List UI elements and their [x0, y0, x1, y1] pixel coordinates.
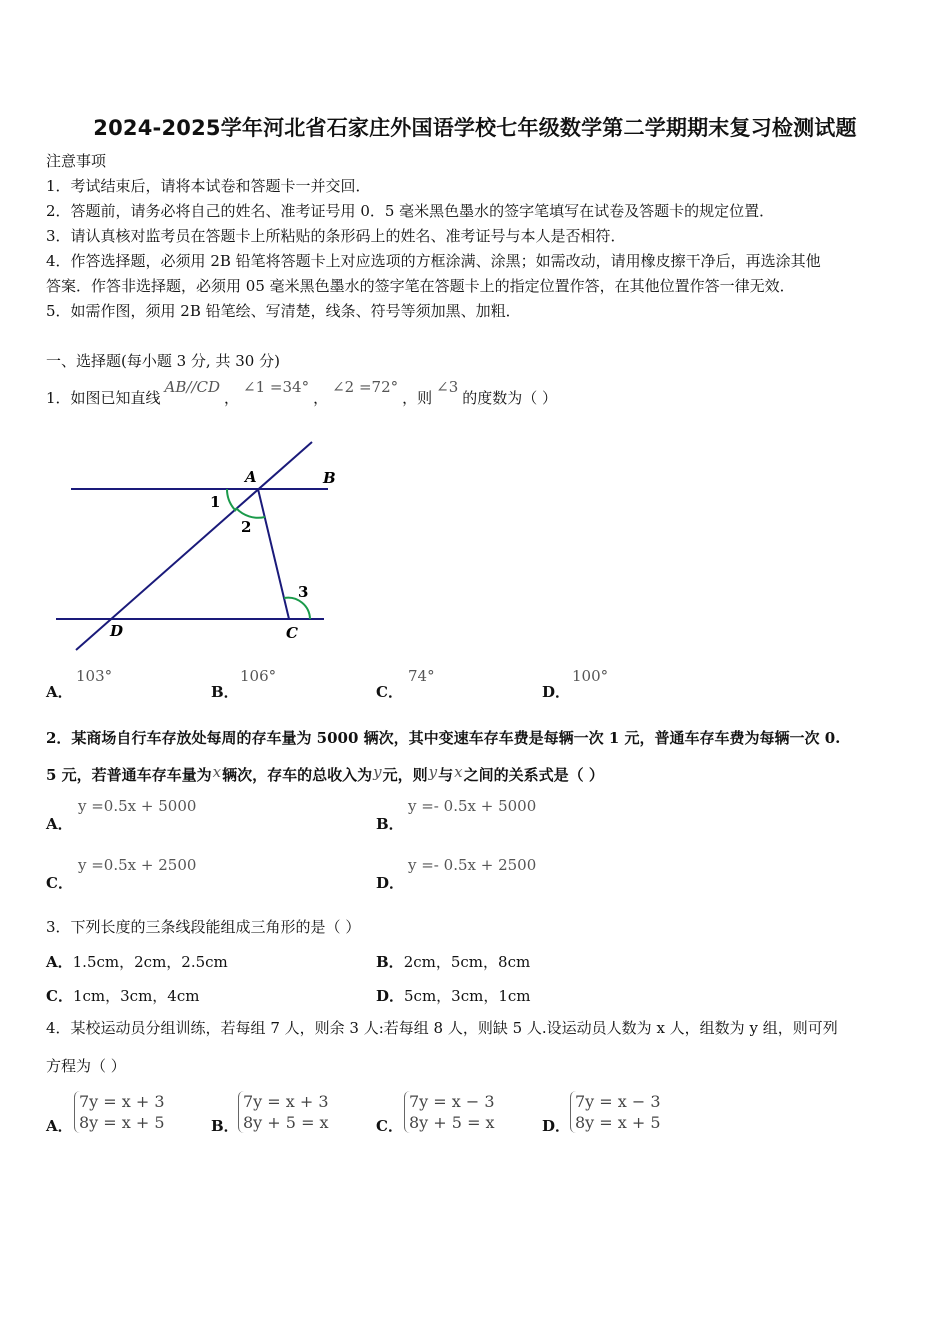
q2-option-b-label[interactable]: B．: [376, 815, 404, 833]
notice-item: 2．答题前，请务必将自己的姓名、准考证号用 0．5 毫米黑色墨水的签字笔填写在试卷及答题卡的规定位置．: [46, 202, 775, 220]
notice-item: 答案．作答非选择题，必须用 05 毫米黑色墨水的签字笔在答题卡上的指定位置作答，在其他位置作答一律无效．: [46, 277, 795, 295]
q4-option-b-label[interactable]: B．: [211, 1117, 239, 1135]
q4-option-d-label[interactable]: D．: [542, 1117, 571, 1135]
q3-option-c[interactable]: C．1cm，3cm，4cm: [46, 987, 200, 1005]
question-2-line-2: 5 元，若普通车存车量为x辆次，存车的总收入为y元，则y与x之间的关系式是（ ）: [46, 763, 604, 784]
q3-option-a[interactable]: A．1.5cm，2cm，2.5cm: [46, 953, 228, 971]
q1-option-b-label[interactable]: B．: [211, 683, 239, 701]
label-angle-3: 3: [298, 583, 309, 601]
label-a: A: [245, 468, 257, 486]
question-1-figure: [46, 430, 346, 660]
math-x: x: [454, 763, 463, 781]
arc-angle-2: [236, 508, 265, 518]
math-x: x: [212, 763, 222, 781]
q2-option-c-value: y =0.5x + 2500: [78, 856, 197, 874]
question-2-line-1: 2．某商场自行车存放处每周的存车量为 5000 辆次，其中变速车存车费是每辆一次 1 元，普通车存车费为每辆一次 0.: [46, 729, 841, 747]
segment-ac: [258, 489, 289, 619]
label-b: B: [323, 469, 336, 487]
q2-option-b-value: y =- 0.5x + 5000: [408, 797, 537, 815]
question-1-stem: 1．如图已知直线AB//CD，∠1 =34°，∠2 =72°，则∠3的度数为（ ）: [46, 378, 558, 407]
q1-option-d-label[interactable]: D．: [542, 683, 571, 701]
math-angle3: ∠3: [436, 378, 459, 396]
label-d: D: [110, 622, 124, 640]
q4-option-a-label[interactable]: A．: [46, 1117, 73, 1135]
label-angle-1: 1: [210, 493, 221, 511]
q2-option-d-label[interactable]: D．: [376, 874, 405, 892]
arc-angle-1: [227, 489, 236, 511]
math-ab-parallel-cd: AB//CD: [164, 378, 221, 396]
q2-option-d-value: y =- 0.5x + 2500: [408, 856, 537, 874]
math-angle1: ∠1 =34°: [243, 378, 310, 396]
notice-item: 3．请认真核对监考员在答题卡上所粘贴的条形码上的姓名、准考证号与本人是否相符．: [46, 227, 626, 245]
math-y: y: [373, 763, 382, 781]
q1-option-c-value: 74°: [408, 667, 435, 685]
label-angle-2: 2: [241, 518, 252, 536]
q4-option-b-system: 7y = x + 3 8y + 5 = x: [238, 1091, 329, 1133]
notice-item: 1．考试结束后，请将本试卷和答题卡一并交回．: [46, 177, 371, 195]
question-4-line-2: 方程为（ ）: [46, 1057, 126, 1075]
q1-option-a-value: 103°: [76, 667, 113, 685]
q2-option-a-label[interactable]: A．: [46, 815, 73, 833]
q3-option-d[interactable]: D．5cm，3cm，1cm: [376, 987, 531, 1005]
math-angle2: ∠2 =72°: [332, 378, 399, 396]
q1-option-a-label[interactable]: A．: [46, 683, 73, 701]
q2-option-c-label[interactable]: C．: [46, 874, 73, 892]
question-3-stem: 3．下列长度的三条线段能组成三角形的是（ ）: [46, 918, 361, 936]
q4-option-c-system: 7y = x − 3 8y + 5 = x: [404, 1091, 495, 1133]
label-c: C: [286, 624, 298, 642]
q4-option-a-system: 7y = x + 3 8y = x + 5: [74, 1091, 165, 1133]
notice-heading: 注意事项: [46, 152, 107, 170]
q4-option-d-system: 7y = x − 3 8y = x + 5: [570, 1091, 661, 1133]
q2-option-a-value: y =0.5x + 5000: [78, 797, 197, 815]
q1-option-c-label[interactable]: C．: [376, 683, 403, 701]
q4-option-c-label[interactable]: C．: [376, 1117, 403, 1135]
question-4-line-1: 4．某校运动员分组训练，若每组 7 人，则余 3 人:若每组 8 人，则缺 5 人.设运动员人数为 x 人，组数为 y 组，则可列: [46, 1019, 838, 1037]
notice-item: 4．作答选择题，必须用 2B 铅笔将答题卡上对应选项的方框涂满、涂黑；如需改动，请用橡皮擦干净后，再选涂其他: [46, 252, 821, 270]
notice-item: 5．如需作图，须用 2B 铅笔绘、写清楚，线条、符号等须加黑、加粗．: [46, 302, 521, 320]
q1-option-b-value: 106°: [240, 667, 277, 685]
page-title: 2024-2025学年河北省石家庄外国语学校七年级数学第二学期期末复习检测试题: [93, 116, 857, 140]
q1-option-d-value: 100°: [572, 667, 609, 685]
section-heading: 一、选择题(每小题 3 分, 共 30 分): [46, 352, 280, 370]
q3-option-b[interactable]: B．2cm，5cm，8cm: [376, 953, 531, 971]
math-y: y: [428, 763, 438, 781]
